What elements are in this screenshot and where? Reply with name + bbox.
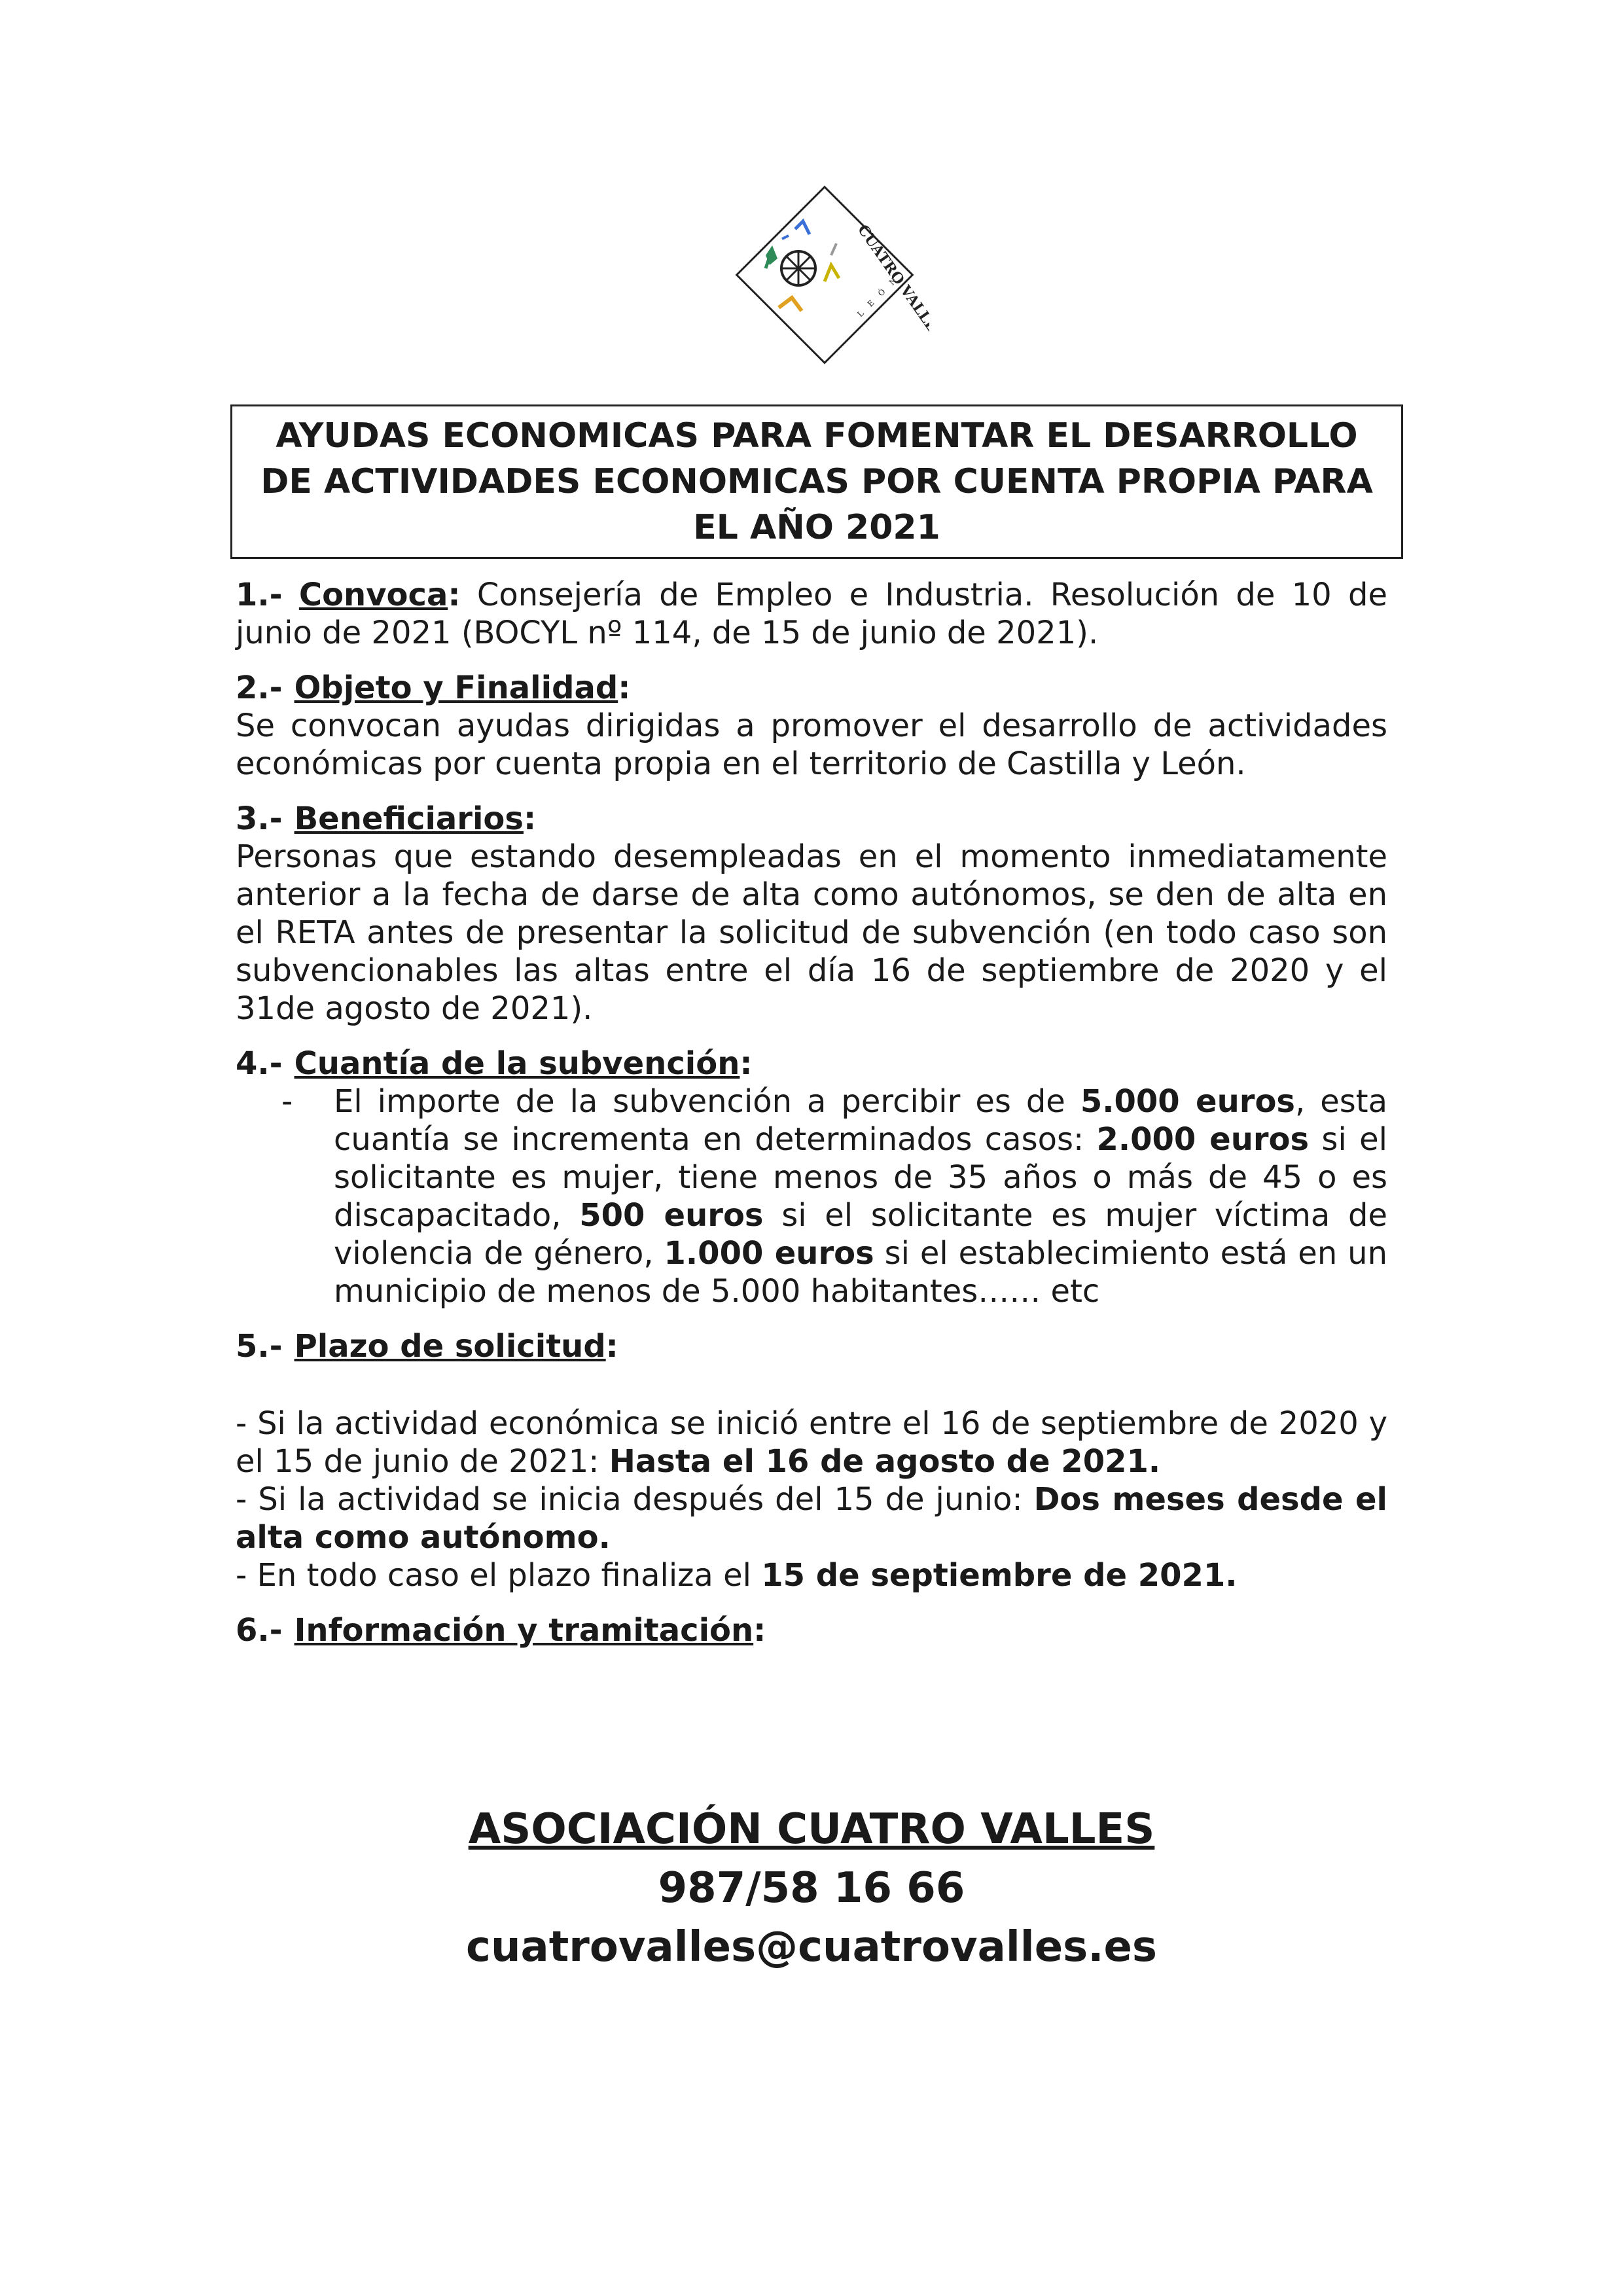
text-run: - Si la actividad económica se inició entre el 16 de septiembre de 2020 y el 15 de junio de 2021: [236,1405,1387,1480]
section-2-text: Se convocan ayudas dirigidas a promover el desarrollo de actividades económicas por cuenta propia en el territorio de Castilla y León. [236,708,1387,782]
section-5-heading [236,1327,1387,1365]
list-item [236,1556,1387,1594]
phone-number: 987/58 16 66 [658,1864,965,1912]
section-6-colon: : [753,1612,766,1649]
amount-2000: 2.000 euros [1096,1121,1310,1158]
list-item [236,1480,1387,1556]
plazo-list [236,1405,1387,1594]
section-objeto [236,669,1387,783]
section-4-heading [236,1045,1387,1083]
title-box [230,404,1403,559]
amount-500: 500 euros [579,1197,764,1234]
section-2-heading [236,669,1387,707]
section-1-text: Consejería de Empleo e Industria. Resolución de 10 de junio de 2021 (BOCYL nº 114, de 15 de junio de 2021). [236,577,1387,651]
section-6-title: Información y tramitación [294,1612,754,1649]
logo-text: CUATRO VALLES [854,221,929,344]
list-item [281,1083,1387,1310]
section-4-title: Cuantía de la subvención [294,1045,740,1082]
bullet-dash: - [281,1083,293,1120]
section-4-text [334,1083,1387,1310]
section-3-text: Personas que estando desempleadas en el momento inmediatamente anterior a la fecha de darse de alta como autónomos, se den de alta en el RETA antes de presentar la solicitud de subvención (en todo caso son subvencionables las altas entre el día 16 de septiembre de 2020 y el 31de agosto de 2021). [236,838,1387,1027]
cuatro-valles-logo [720,177,929,373]
amount-5000: 5.000 euros [1080,1083,1296,1120]
section-3-colon: : [523,800,537,837]
text-run: si el solicitante es mujer, tiene menos de 35 años o más de 45 o es discapacitado, [334,1121,1387,1234]
deadline-1: Hasta el 16 de agosto de 2021. [609,1443,1161,1480]
document-title: AYUDAS ECONOMICAS PARA FOMENTAR EL DESARROLLO DE ACTIVIDADES ECONOMICAS POR CUENTA PROPIA PARA EL AÑO 2021 [260,416,1373,547]
section-3-title: Beneficiarios [294,800,524,837]
amount-1000: 1.000 euros [664,1235,874,1272]
text-run: - En todo caso el plazo finaliza el [236,1557,762,1594]
section-6-heading [236,1611,1387,1649]
section-1-heading [236,577,477,613]
section-3-heading [236,800,1387,838]
section-4-number: 4.- [236,1045,283,1082]
logo-subtext: LEÓN [855,269,905,319]
section-2-number: 2.- [236,670,283,706]
section-6-number: 6.- [236,1612,283,1649]
section-convoca [236,576,1387,652]
section-3-number: 3.- [236,800,283,837]
section-plazo [236,1327,1387,1594]
section-5-colon: : [605,1328,618,1365]
text-run: si el solicitante es mujer víctima de violencia de género, [334,1197,1388,1272]
section-4-colon: : [740,1045,753,1082]
section-5-title: Plazo de solicitud [294,1328,606,1365]
text-run: - Si la actividad se inicia después del 15 de junio: [236,1481,1034,1518]
text-run: El importe de la subvención a percibir es de [334,1083,1080,1120]
organization-name: ASOCIACIÓN CUATRO VALLES [468,1805,1155,1854]
logo-graphic [720,177,929,373]
section-beneficiarios [236,800,1387,1028]
section-2-title: Objeto y Finalidad [294,670,618,706]
list-item [236,1405,1387,1480]
contact-block [0,1800,1623,1977]
deadline-3: 15 de septiembre de 2021. [761,1557,1238,1594]
section-informacion [236,1611,1387,1649]
text-run: , esta cuantía se incrementa en determinados casos: [334,1083,1388,1158]
section-cuantia [236,1045,1387,1310]
section-1-colon: : [448,577,461,613]
document-body [236,576,1387,1666]
text-run: si el establecimiento está en un municipio de menos de 5.000 habitantes…… etc [334,1235,1387,1310]
deadline-2: Dos meses desde el alta como autónomo. [236,1481,1387,1556]
section-1-number: 1.- [236,577,283,613]
email-address[interactable]: cuatrovalles@cuatrovalles.es [466,1923,1157,1971]
section-1-title: Convoca [298,577,448,613]
section-2-colon: : [618,670,631,706]
section-5-number: 5.- [236,1328,283,1365]
